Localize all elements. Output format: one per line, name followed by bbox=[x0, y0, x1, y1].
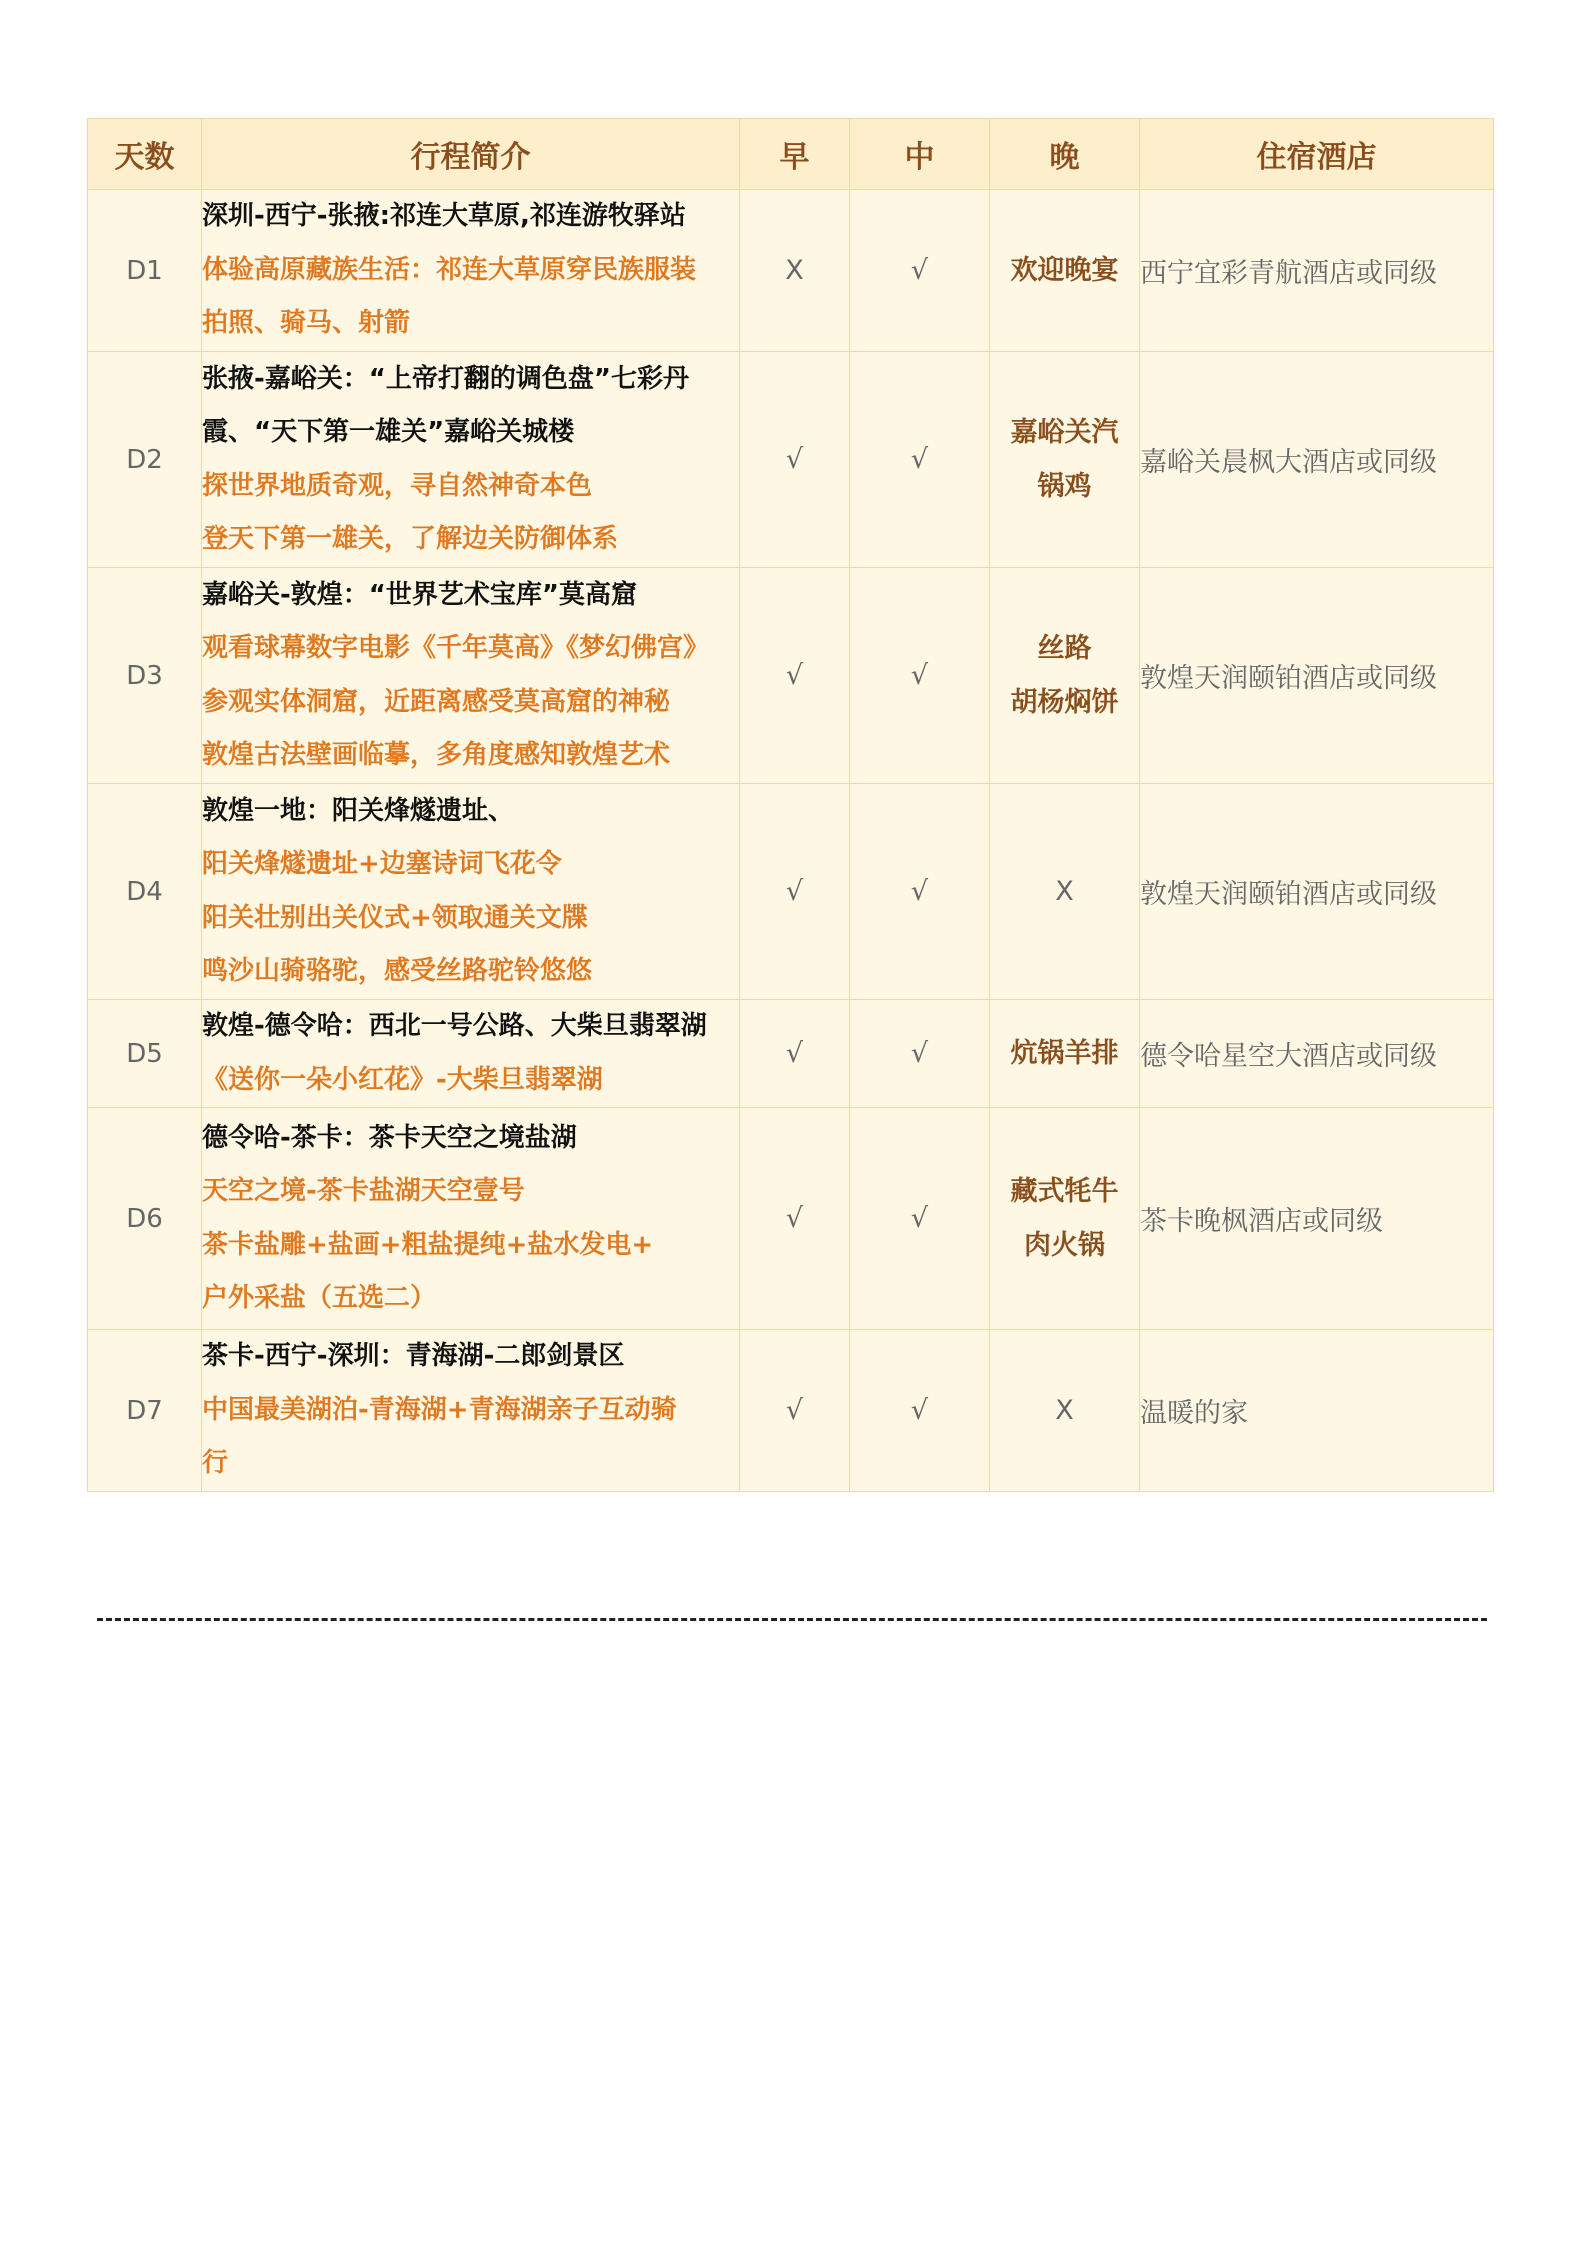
highlight-line: 敦煌古法壁画临摹，多角度感知敦煌艺术 bbox=[202, 740, 671, 770]
table-row bbox=[88, 352, 1494, 568]
route-title-line: 张掖-嘉峪关：“上帝打翻的调色盘”七彩丹 bbox=[202, 363, 689, 394]
table-row bbox=[88, 784, 1494, 1000]
day-cell: D3 bbox=[88, 568, 202, 784]
breakfast-cell: √ bbox=[740, 568, 850, 784]
header-lunch: 中 bbox=[850, 119, 990, 190]
highlight-line: 鸣沙山骑骆驼，感受丝路驼铃悠悠 bbox=[202, 956, 593, 986]
highlight-line: 中国最美湖泊-青海湖+青海湖亲子互动骑 bbox=[202, 1394, 677, 1425]
dinner-line: 藏式牦牛 bbox=[1010, 1175, 1119, 1207]
table-body bbox=[88, 190, 1494, 1492]
itinerary-table bbox=[87, 118, 1494, 1492]
highlight-line: 阳关壮别出关仪式+领取通关文牒 bbox=[202, 902, 588, 933]
dinner-line: X bbox=[1055, 1394, 1074, 1426]
dinner-cell bbox=[990, 1000, 1140, 1108]
highlight-line: 拍照、骑马、射箭 bbox=[202, 308, 411, 339]
hotel-cell: 德令哈星空大酒店或同级 bbox=[1140, 1000, 1494, 1108]
itinerary-description bbox=[202, 1108, 740, 1330]
highlight-line: 探世界地质奇观，寻自然神奇本色 bbox=[202, 470, 593, 501]
dinner-cell bbox=[990, 190, 1140, 352]
hotel-cell: 敦煌天润颐铂酒店或同级 bbox=[1140, 568, 1494, 784]
route-title-line: 霞、“天下第一雄关”嘉峪关城楼 bbox=[202, 417, 575, 447]
dinner-cell bbox=[990, 784, 1140, 1000]
dinner-line: 胡杨焖饼 bbox=[1010, 686, 1119, 718]
breakfast-cell: √ bbox=[740, 1000, 850, 1108]
day-cell: D4 bbox=[88, 784, 202, 1000]
breakfast-cell: √ bbox=[740, 352, 850, 568]
table-row bbox=[88, 1108, 1494, 1330]
dinner-line: 炕锅羊排 bbox=[1010, 1037, 1119, 1069]
lunch-cell: √ bbox=[850, 1108, 990, 1330]
highlight-line: 户外采盐（五选二） bbox=[202, 1283, 437, 1313]
dinner-line: 欢迎晚宴 bbox=[1010, 254, 1119, 286]
breakfast-cell: X bbox=[740, 190, 850, 352]
dinner-cell bbox=[990, 568, 1140, 784]
itinerary-description bbox=[202, 190, 740, 352]
table-row bbox=[88, 190, 1494, 352]
dinner-line: 嘉峪关汽 bbox=[1010, 416, 1119, 448]
highlight-line: 阳关烽燧遗址+边塞诗词飞花令 bbox=[202, 849, 562, 879]
highlight-line: 天空之境-茶卡盐湖天空壹号 bbox=[202, 1176, 525, 1206]
highlight-line: 行 bbox=[202, 1448, 229, 1479]
table-row bbox=[88, 1000, 1494, 1108]
dinner-line: 肉火锅 bbox=[1024, 1229, 1105, 1261]
dinner-cell bbox=[990, 1108, 1140, 1330]
route-title-line: 嘉峪关-敦煌：“世界艺术宝库”莫高窟 bbox=[202, 579, 637, 610]
itinerary-description bbox=[202, 1000, 740, 1108]
header-description: 行程简介 bbox=[202, 119, 740, 190]
route-title-line: 敦煌一地：阳关烽燧遗址、 bbox=[202, 795, 515, 826]
hotel-cell: 茶卡晚枫酒店或同级 bbox=[1140, 1108, 1494, 1330]
route-title-line: 敦煌-德令哈：西北一号公路、大柴旦翡翠湖 bbox=[202, 1011, 707, 1041]
hotel-cell: 温暖的家 bbox=[1140, 1330, 1494, 1492]
highlight-line: 体验高原藏族生活：祁连大草原穿民族服装 bbox=[202, 254, 697, 285]
header-breakfast: 早 bbox=[740, 119, 850, 190]
day-cell: D1 bbox=[88, 190, 202, 352]
lunch-cell: √ bbox=[850, 784, 990, 1000]
lunch-cell: √ bbox=[850, 1000, 990, 1108]
day-cell: D2 bbox=[88, 352, 202, 568]
dashed-divider bbox=[97, 1618, 1487, 1621]
lunch-cell: √ bbox=[850, 1330, 990, 1492]
header-day: 天数 bbox=[88, 119, 202, 190]
lunch-cell: √ bbox=[850, 568, 990, 784]
itinerary-description bbox=[202, 568, 740, 784]
dinner-cell bbox=[990, 1330, 1140, 1492]
breakfast-cell: √ bbox=[740, 1330, 850, 1492]
lunch-cell: √ bbox=[850, 352, 990, 568]
hotel-cell: 敦煌天润颐铂酒店或同级 bbox=[1140, 784, 1494, 1000]
table-row bbox=[88, 568, 1494, 784]
dinner-line: 丝路 bbox=[1037, 632, 1092, 664]
route-title-line: 德令哈-茶卡：茶卡天空之境盐湖 bbox=[202, 1122, 577, 1153]
highlight-line: 茶卡盐雕+盐画+粗盐提纯+盐水发电+ bbox=[202, 1229, 654, 1260]
highlight-line: 观看球幕数字电影《千年莫高》《梦幻佛宫》 bbox=[202, 633, 710, 663]
day-cell: D5 bbox=[88, 1000, 202, 1108]
breakfast-cell: √ bbox=[740, 784, 850, 1000]
hotel-cell: 西宁宜彩青航酒店或同级 bbox=[1140, 190, 1494, 352]
itinerary-description bbox=[202, 352, 740, 568]
itinerary-description bbox=[202, 1330, 740, 1492]
hotel-cell: 嘉峪关晨枫大酒店或同级 bbox=[1140, 352, 1494, 568]
header-dinner: 晚 bbox=[990, 119, 1140, 190]
route-title-line: 茶卡-西宁-深圳：青海湖-二郎剑景区 bbox=[202, 1341, 625, 1372]
breakfast-cell: √ bbox=[740, 1108, 850, 1330]
day-cell: D6 bbox=[88, 1108, 202, 1330]
highlight-line: 《送你一朵小红花》-大柴旦翡翠湖 bbox=[202, 1064, 603, 1095]
itinerary-description bbox=[202, 784, 740, 1000]
route-title-line: 深圳-西宁-张掖:祁连大草原,祁连游牧驿站 bbox=[202, 201, 686, 232]
day-cell: D7 bbox=[88, 1330, 202, 1492]
dinner-cell bbox=[990, 352, 1140, 568]
dinner-line: X bbox=[1055, 875, 1074, 907]
lunch-cell: √ bbox=[850, 190, 990, 352]
highlight-line: 参观实体洞窟，近距离感受莫高窟的神秘 bbox=[202, 686, 671, 717]
dinner-line: 锅鸡 bbox=[1037, 470, 1092, 502]
table-row bbox=[88, 1330, 1494, 1492]
table-header-row bbox=[88, 119, 1494, 190]
highlight-line: 登天下第一雄关，了解边关防御体系 bbox=[202, 524, 619, 554]
header-hotel: 住宿酒店 bbox=[1140, 119, 1494, 190]
